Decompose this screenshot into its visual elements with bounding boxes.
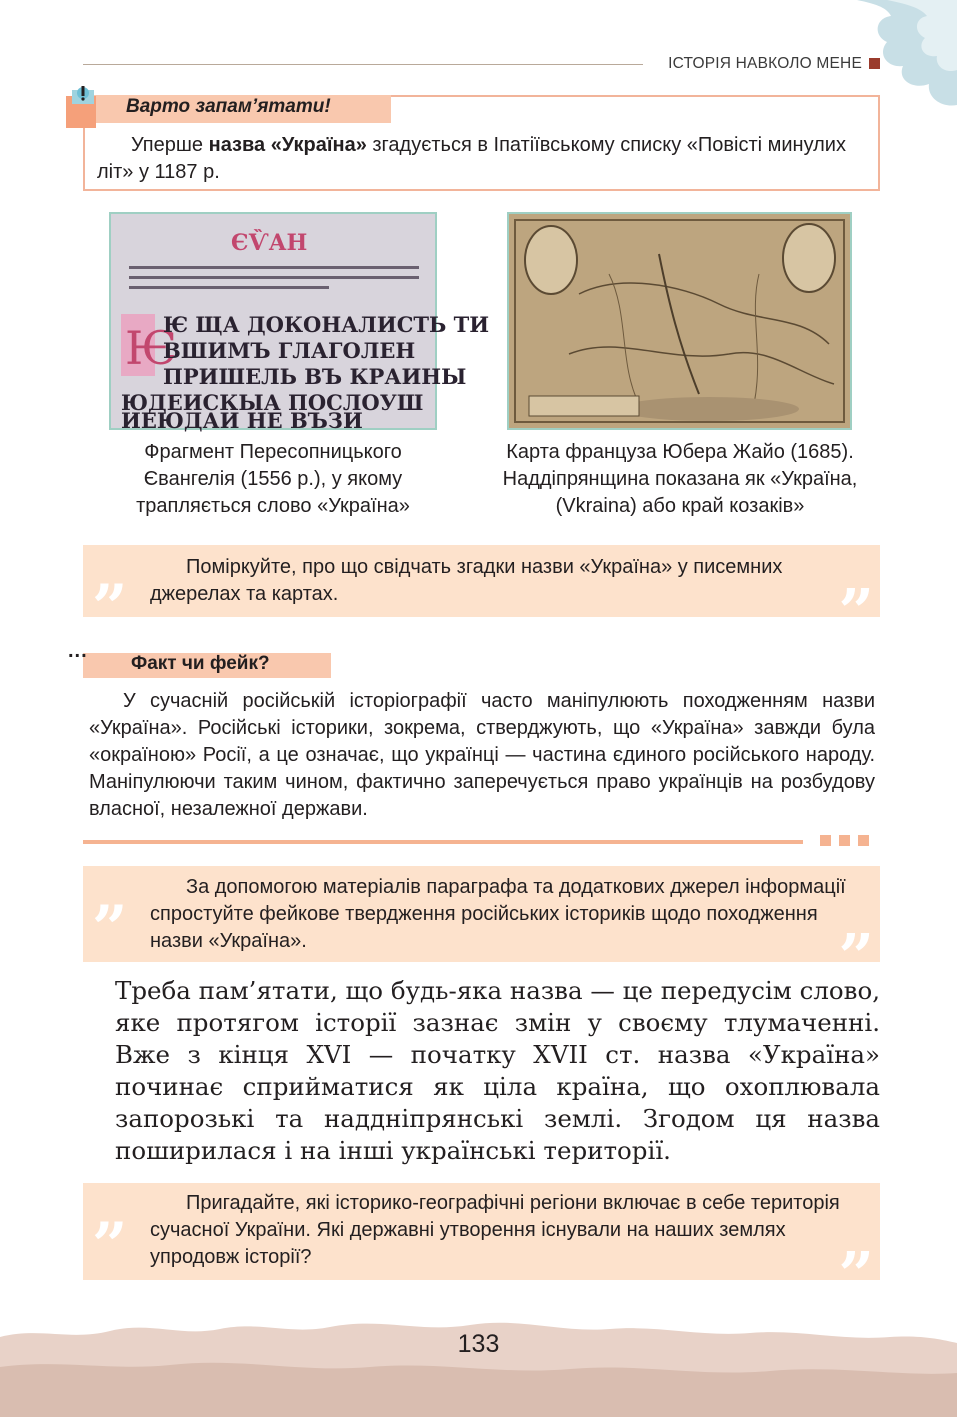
memo-title: Варто запам’ятати! bbox=[126, 96, 331, 117]
svg-text:ИЕЮДАИ НЕ ВЪЗИ: ИЕЮДАИ НЕ ВЪЗИ bbox=[121, 408, 363, 433]
quote-open-icon: „ bbox=[93, 535, 129, 608]
ellipsis-icon: ... bbox=[68, 640, 88, 662]
svg-text:Ѥ ЩА ДОКОНАЛИСТЬ ТИ: Ѥ ЩА ДОКОНАЛИСТЬ ТИ bbox=[163, 312, 490, 337]
quote-open-icon: „ bbox=[93, 856, 129, 929]
memo-bold-term: назва «Україна» bbox=[208, 134, 367, 156]
svg-text:ПРИШЕЛЬ ВЪ КРАИНЫ: ПРИШЕЛЬ ВЪ КРАИНЫ bbox=[163, 364, 467, 389]
quote-open-icon: „ bbox=[93, 1173, 129, 1246]
header-marker bbox=[869, 58, 880, 69]
svg-text:ЮДЕИСКЫА ПОСЛОУШ: ЮДЕИСКЫА ПОСЛОУШ bbox=[121, 390, 424, 415]
page-number: 133 bbox=[457, 1330, 500, 1358]
fact-divider bbox=[83, 840, 803, 844]
question-3-text: Пригадайте, які історико-географічні регіони включає в себе територія сучасної України. Які державні утворення існували на наших землях упродовж історії? bbox=[150, 1192, 840, 1268]
manuscript-caption: Фрагмент Пересопницького Євангелія (1556 р.), у якому трапляється слово «Україна» bbox=[136, 441, 410, 517]
question-box-2 bbox=[83, 856, 880, 993]
question-box-3 bbox=[83, 1173, 880, 1311]
quote-close-icon: ” bbox=[838, 920, 874, 993]
header-rule bbox=[83, 64, 643, 65]
svg-text:ВШИМЪ ГЛАГОЛЕН: ВШИМЪ ГЛАГОЛЕН bbox=[163, 338, 416, 363]
ground-decoration bbox=[0, 1307, 957, 1417]
main-paragraph: Треба пам’ятати, що будь-яка назва — це передусім слово, яке протягом історії зазнає змін у своєму тлумаченні. Вже з кінця XVI — початку XVII ст. назва «Україна» починає сприйматися як ціла країна, що охоплювала запорозькі та наддніпрянські землі. Згодом ця назва поширилася і на інші українські території. bbox=[115, 976, 880, 1165]
question-box-1 bbox=[83, 535, 880, 648]
map-image bbox=[507, 212, 852, 430]
fact-divider-squares bbox=[820, 835, 869, 846]
exclamation-icon bbox=[64, 82, 102, 130]
fact-text: У сучасній російській історіографії часто маніпулюють походженням назви «Україна». Російські історики, зокрема, стверджують, що «Україна» завжди була «окраїною» Росії, а це означає, що українці — частина єдиного російського народу. Маніпулюючи таким чином, фактично заперечується право українців на розбудову власної, незалежної держави. bbox=[89, 690, 875, 820]
quote-close-icon: ” bbox=[838, 575, 874, 648]
memo-text: Уперше назва «Україна» згадується в Іпатіївському списку «Повісті минулих літ» у 1187 р. bbox=[97, 134, 846, 183]
fact-title: Факт чи фейк? bbox=[131, 653, 270, 674]
map-caption: Карта француза Юбера Жайо (1685). Наддіпрянщина показана як «Україна, (Vkraina) або край козаків» bbox=[502, 441, 858, 517]
section-title: ІСТОРІЯ НАВКОЛО МЕНЕ bbox=[668, 55, 862, 72]
svg-text:Ѥ: Ѥ bbox=[125, 321, 177, 375]
svg-text:ЄѶАН: ЄѶАН bbox=[231, 230, 308, 256]
question-1-text: Поміркуйте, про що свідчать згадки назви «Україна» у писемних джерелах та картах. bbox=[150, 556, 783, 605]
question-2-text: За допомогою матеріалів параграфа та додаткових джерел інформації спростуйте фейкове твердження російських істориків щодо походження назви «Україна». bbox=[150, 876, 846, 952]
quote-close-icon: ” bbox=[838, 1238, 874, 1311]
manuscript-image bbox=[109, 212, 490, 433]
